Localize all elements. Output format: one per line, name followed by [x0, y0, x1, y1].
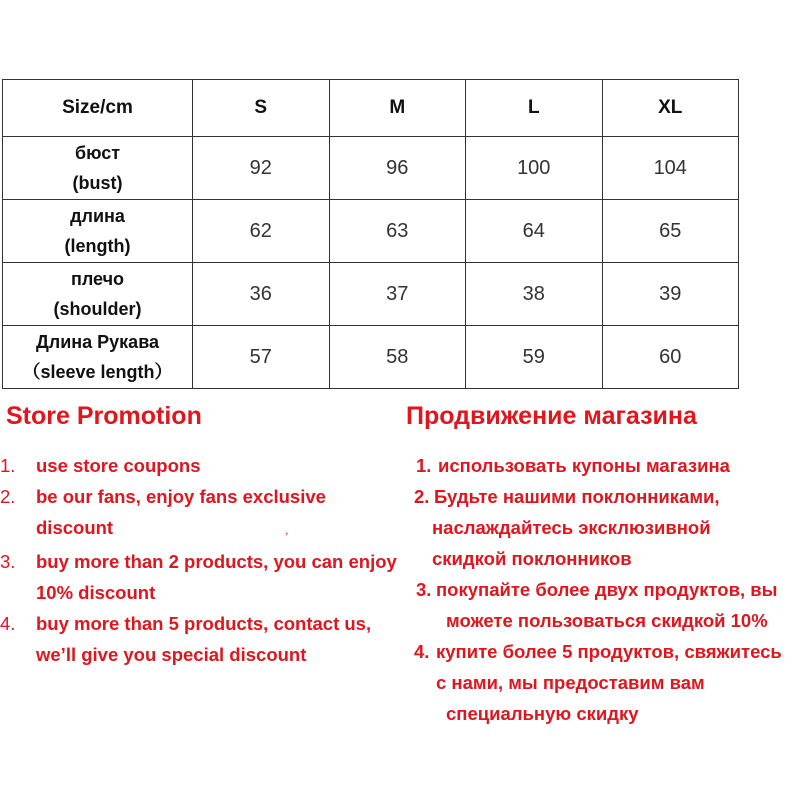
row-label-shoulder — [3, 263, 193, 326]
size-chart-table — [2, 79, 739, 389]
table-cell: 57 — [193, 326, 330, 389]
promo-number: 2. — [414, 486, 430, 507]
promo-number: 3. — [416, 579, 432, 600]
row-label-bust — [3, 137, 193, 200]
table-row-bust — [3, 137, 739, 200]
promo-title-en: Store Promotion — [6, 402, 202, 430]
promo-line: buy more than 5 products, contact us, — [36, 613, 372, 634]
size-corner-cell: Size/cm — [3, 80, 193, 137]
row-label-en: (bust) — [72, 173, 123, 193]
row-label-ru: бюст — [74, 143, 121, 163]
promo-line: с нами, мы предоставим вам — [436, 672, 705, 693]
table-cell: 100 — [466, 137, 603, 200]
size-header-xl: XL — [602, 80, 739, 137]
row-label-ru: длина — [70, 206, 125, 226]
size-header-l: L — [466, 80, 603, 137]
promo-line: be our fans, enjoy fans exclusive — [36, 486, 326, 507]
promo-item-ru-4 — [414, 636, 782, 729]
promo-number: 1. — [416, 455, 432, 476]
table-cell: 104 — [602, 137, 739, 200]
row-label-en: （sleeve length） — [22, 362, 173, 382]
table-cell: 64 — [466, 200, 603, 263]
promo-line: we’ll give you special discount — [36, 644, 307, 665]
promo-item-en-1 — [0, 450, 397, 481]
table-cell: 39 — [602, 263, 739, 326]
table-row-shoulder — [3, 263, 739, 326]
table-cell: 65 — [602, 200, 739, 263]
promo-line: можете пользоваться скидкой 10% — [446, 610, 768, 631]
promo-number: 4. — [0, 613, 16, 634]
promo-item-en-2 — [0, 481, 397, 546]
promo-title-ru: Продвижение магазина — [406, 402, 697, 430]
table-cell: 36 — [193, 263, 330, 326]
promo-list-ru — [414, 450, 782, 729]
promo-line: Будьте нашими поклонниками, — [434, 486, 720, 507]
table-cell: 62 — [193, 200, 330, 263]
promo-line: купите более 5 продуктов, свяжитесь — [436, 641, 782, 662]
promo-number: 2. — [0, 486, 16, 507]
promo-line: использовать купоны магазина — [438, 455, 730, 476]
table-cell: 96 — [329, 137, 466, 200]
row-label-en: (length) — [64, 236, 131, 256]
promo-item-en-3 — [0, 546, 397, 608]
table-cell: 63 — [329, 200, 466, 263]
promo-number: 1. — [0, 455, 16, 476]
size-header-row — [3, 80, 739, 137]
row-label-ru: Длина Рукава — [35, 332, 160, 352]
promo-number: 3. — [0, 551, 16, 572]
promo-line-text: discount — [36, 517, 114, 538]
promo-line: use store coupons — [36, 455, 201, 476]
table-cell: 38 — [466, 263, 603, 326]
size-header-s: S — [193, 80, 330, 137]
promo-item-ru-3 — [414, 574, 782, 636]
size-header-m: M — [329, 80, 466, 137]
promo-line: специальную скидку — [446, 703, 639, 724]
promo-line: скидкой поклонников — [432, 548, 632, 569]
promo-item-ru-1 — [414, 450, 782, 481]
promo-line: buy more than 2 products, you can enjoy — [36, 551, 397, 572]
stray-comma-mark: , — [285, 523, 289, 537]
table-cell: 60 — [602, 326, 739, 389]
row-label-en: (shoulder) — [53, 299, 142, 319]
row-label-length — [3, 200, 193, 263]
row-label-ru: плечо — [70, 269, 125, 289]
promo-line: наслаждайтесь эксклюзивной — [432, 517, 711, 538]
promo-line — [36, 512, 397, 546]
table-cell: 58 — [329, 326, 466, 389]
promo-line: 10% discount — [36, 582, 156, 603]
promo-item-ru-2 — [414, 481, 782, 574]
table-cell: 37 — [329, 263, 466, 326]
row-label-sleeve — [3, 326, 193, 389]
promo-item-en-4 — [0, 608, 397, 670]
promo-line: покупайте более двух продуктов, вы — [436, 579, 778, 600]
table-cell: 59 — [466, 326, 603, 389]
table-row-sleeve — [3, 326, 739, 389]
promo-number: 4. — [414, 641, 430, 662]
table-cell: 92 — [193, 137, 330, 200]
table-row-length — [3, 200, 739, 263]
promo-list-en — [0, 450, 397, 670]
